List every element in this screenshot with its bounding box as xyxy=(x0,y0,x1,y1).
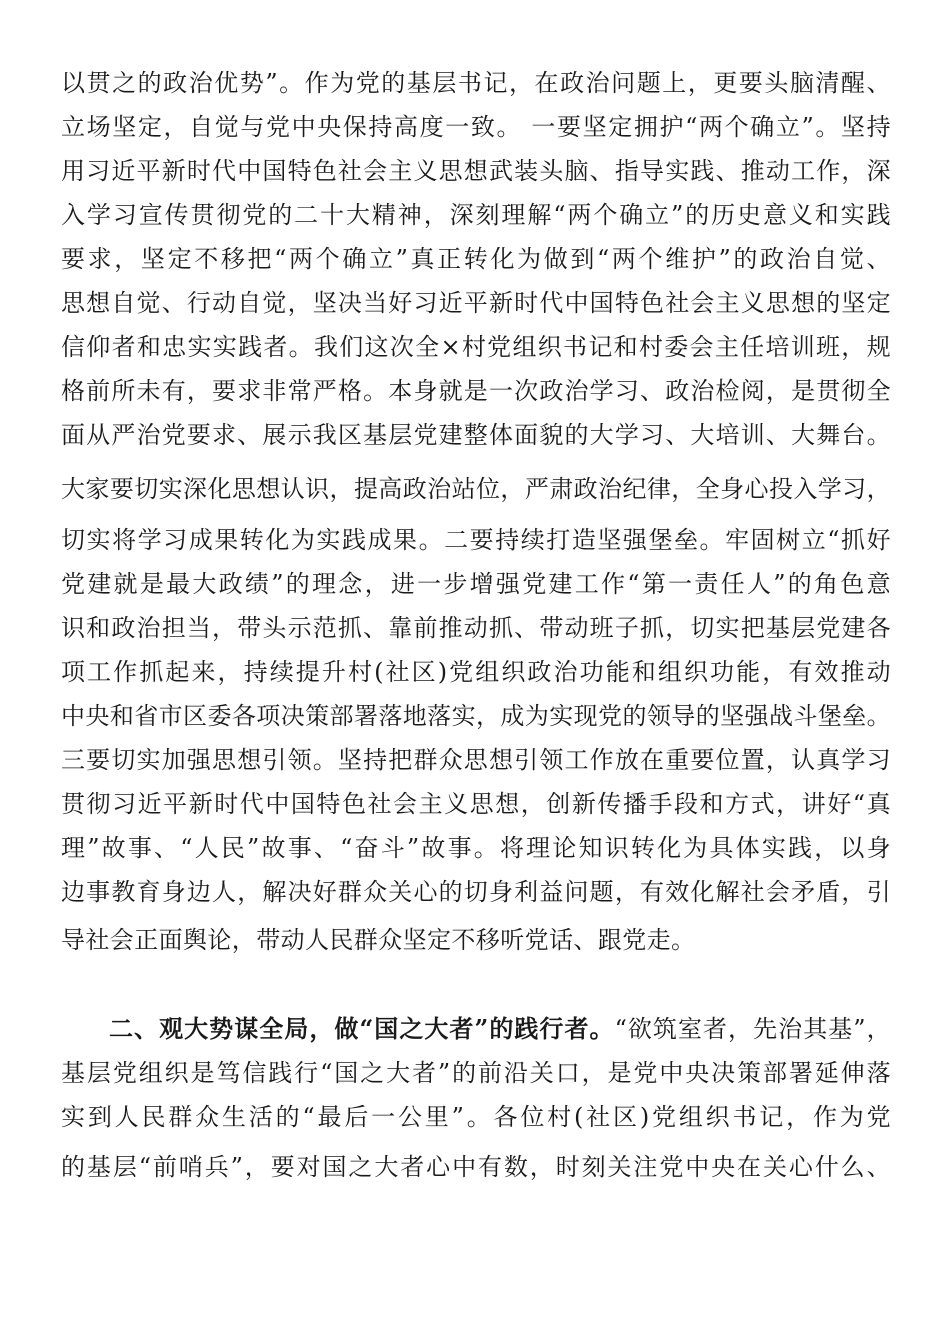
body-text-line: 切实将学习成果转化为实践成果。二要持续打造坚强堡垒。牢固树立“抓好 xyxy=(61,526,891,554)
body-text-line: 格前所未有，要求非常严格。本身就是一次政治学习、政治检阅，是贯彻全 xyxy=(61,377,891,405)
body-text-line: 面从严治党要求、展示我区基层党建整体面貌的大学习、大培训、大舞台。 xyxy=(61,421,891,449)
body-text-line: 项工作抓起来，持续提升村(社区)党组织政治功能和组织功能，有效推动 xyxy=(61,658,891,686)
section-heading-line xyxy=(109,1014,891,1044)
body-text-line: 导社会正面舆论，带动人民群众坚定不移听党话、跟党走。 xyxy=(61,926,696,954)
body-text-line: 党建就是最大政绩”的理念，进一步增强党建工作“第一责任人”的角色意 xyxy=(61,570,891,598)
body-text-line: 三要切实加强思想引领。坚持把群众思想引领工作放在重要位置，认真学习 xyxy=(61,746,891,774)
body-text-line: 识和政治担当，带头示范抓、靠前推动抓、带动班子抓，切实把基层党建各 xyxy=(61,614,891,642)
body-text-line: 边事教育身边人，解决好群众关心的切身利益问题，有效化解社会矛盾，引 xyxy=(61,878,891,906)
body-text-line: 信仰者和忠实实践者。我们这次全×村党组织书记和村委会主任培训班，规 xyxy=(61,333,891,361)
body-text-line: 以贯之的政治优势”。作为党的基层书记，在政治问题上，更要头脑清醒、 xyxy=(61,69,891,97)
body-text-line: 大家要切实深化思想认识，提高政治站位，严肃政治纪律，全身心投入学习， xyxy=(61,475,891,503)
body-text-line: 基层党组织是笃信践行“国之大者”的前沿关口，是党中央决策部署延伸落 xyxy=(61,1059,891,1087)
body-text-line: 贯彻习近平新时代中国特色社会主义思想，创新传播手段和方式，讲好“真 xyxy=(61,790,891,818)
body-text-line: 实到人民群众生活的“最后一公里”。各位村(社区)党组织书记，作为党 xyxy=(61,1103,891,1131)
body-text-line: 的基层“前哨兵”，要对国之大者心中有数，时刻关注党中央在关心什么、 xyxy=(61,1153,891,1181)
body-text-line: 中央和省市区委各项决策部署落地落实，成为实现党的领导的坚强战斗堡垒。 xyxy=(61,702,891,730)
body-text-line: 立场坚定，自觉与党中央保持高度一致。 一要坚定拥护“两个确立”。坚持 xyxy=(61,113,891,141)
body-text-line: 理”故事、“人民”故事、“奋斗”故事。将理论知识转化为具体实践，以身 xyxy=(61,834,891,862)
section-heading-continuation: “欲筑室者，先治其基”， xyxy=(614,1015,891,1043)
body-text-line: 要求，坚定不移把“两个确立”真正转化为做到“两个维护”的政治自觉、 xyxy=(61,245,891,273)
section-heading: 二、观大势谋全局，做“国之大者”的践行者。 xyxy=(109,1014,615,1043)
body-text-line: 思想自觉、行动自觉，坚决当好习近平新时代中国特色社会主义思想的坚定 xyxy=(61,289,891,317)
body-text-line: 入学习宣传贯彻党的二十大精神，深刻理解“两个确立”的历史意义和实践 xyxy=(61,201,891,229)
body-text-line: 用习近平新时代中国特色社会主义思想武装头脑、指导实践、推动工作，深 xyxy=(61,157,891,185)
